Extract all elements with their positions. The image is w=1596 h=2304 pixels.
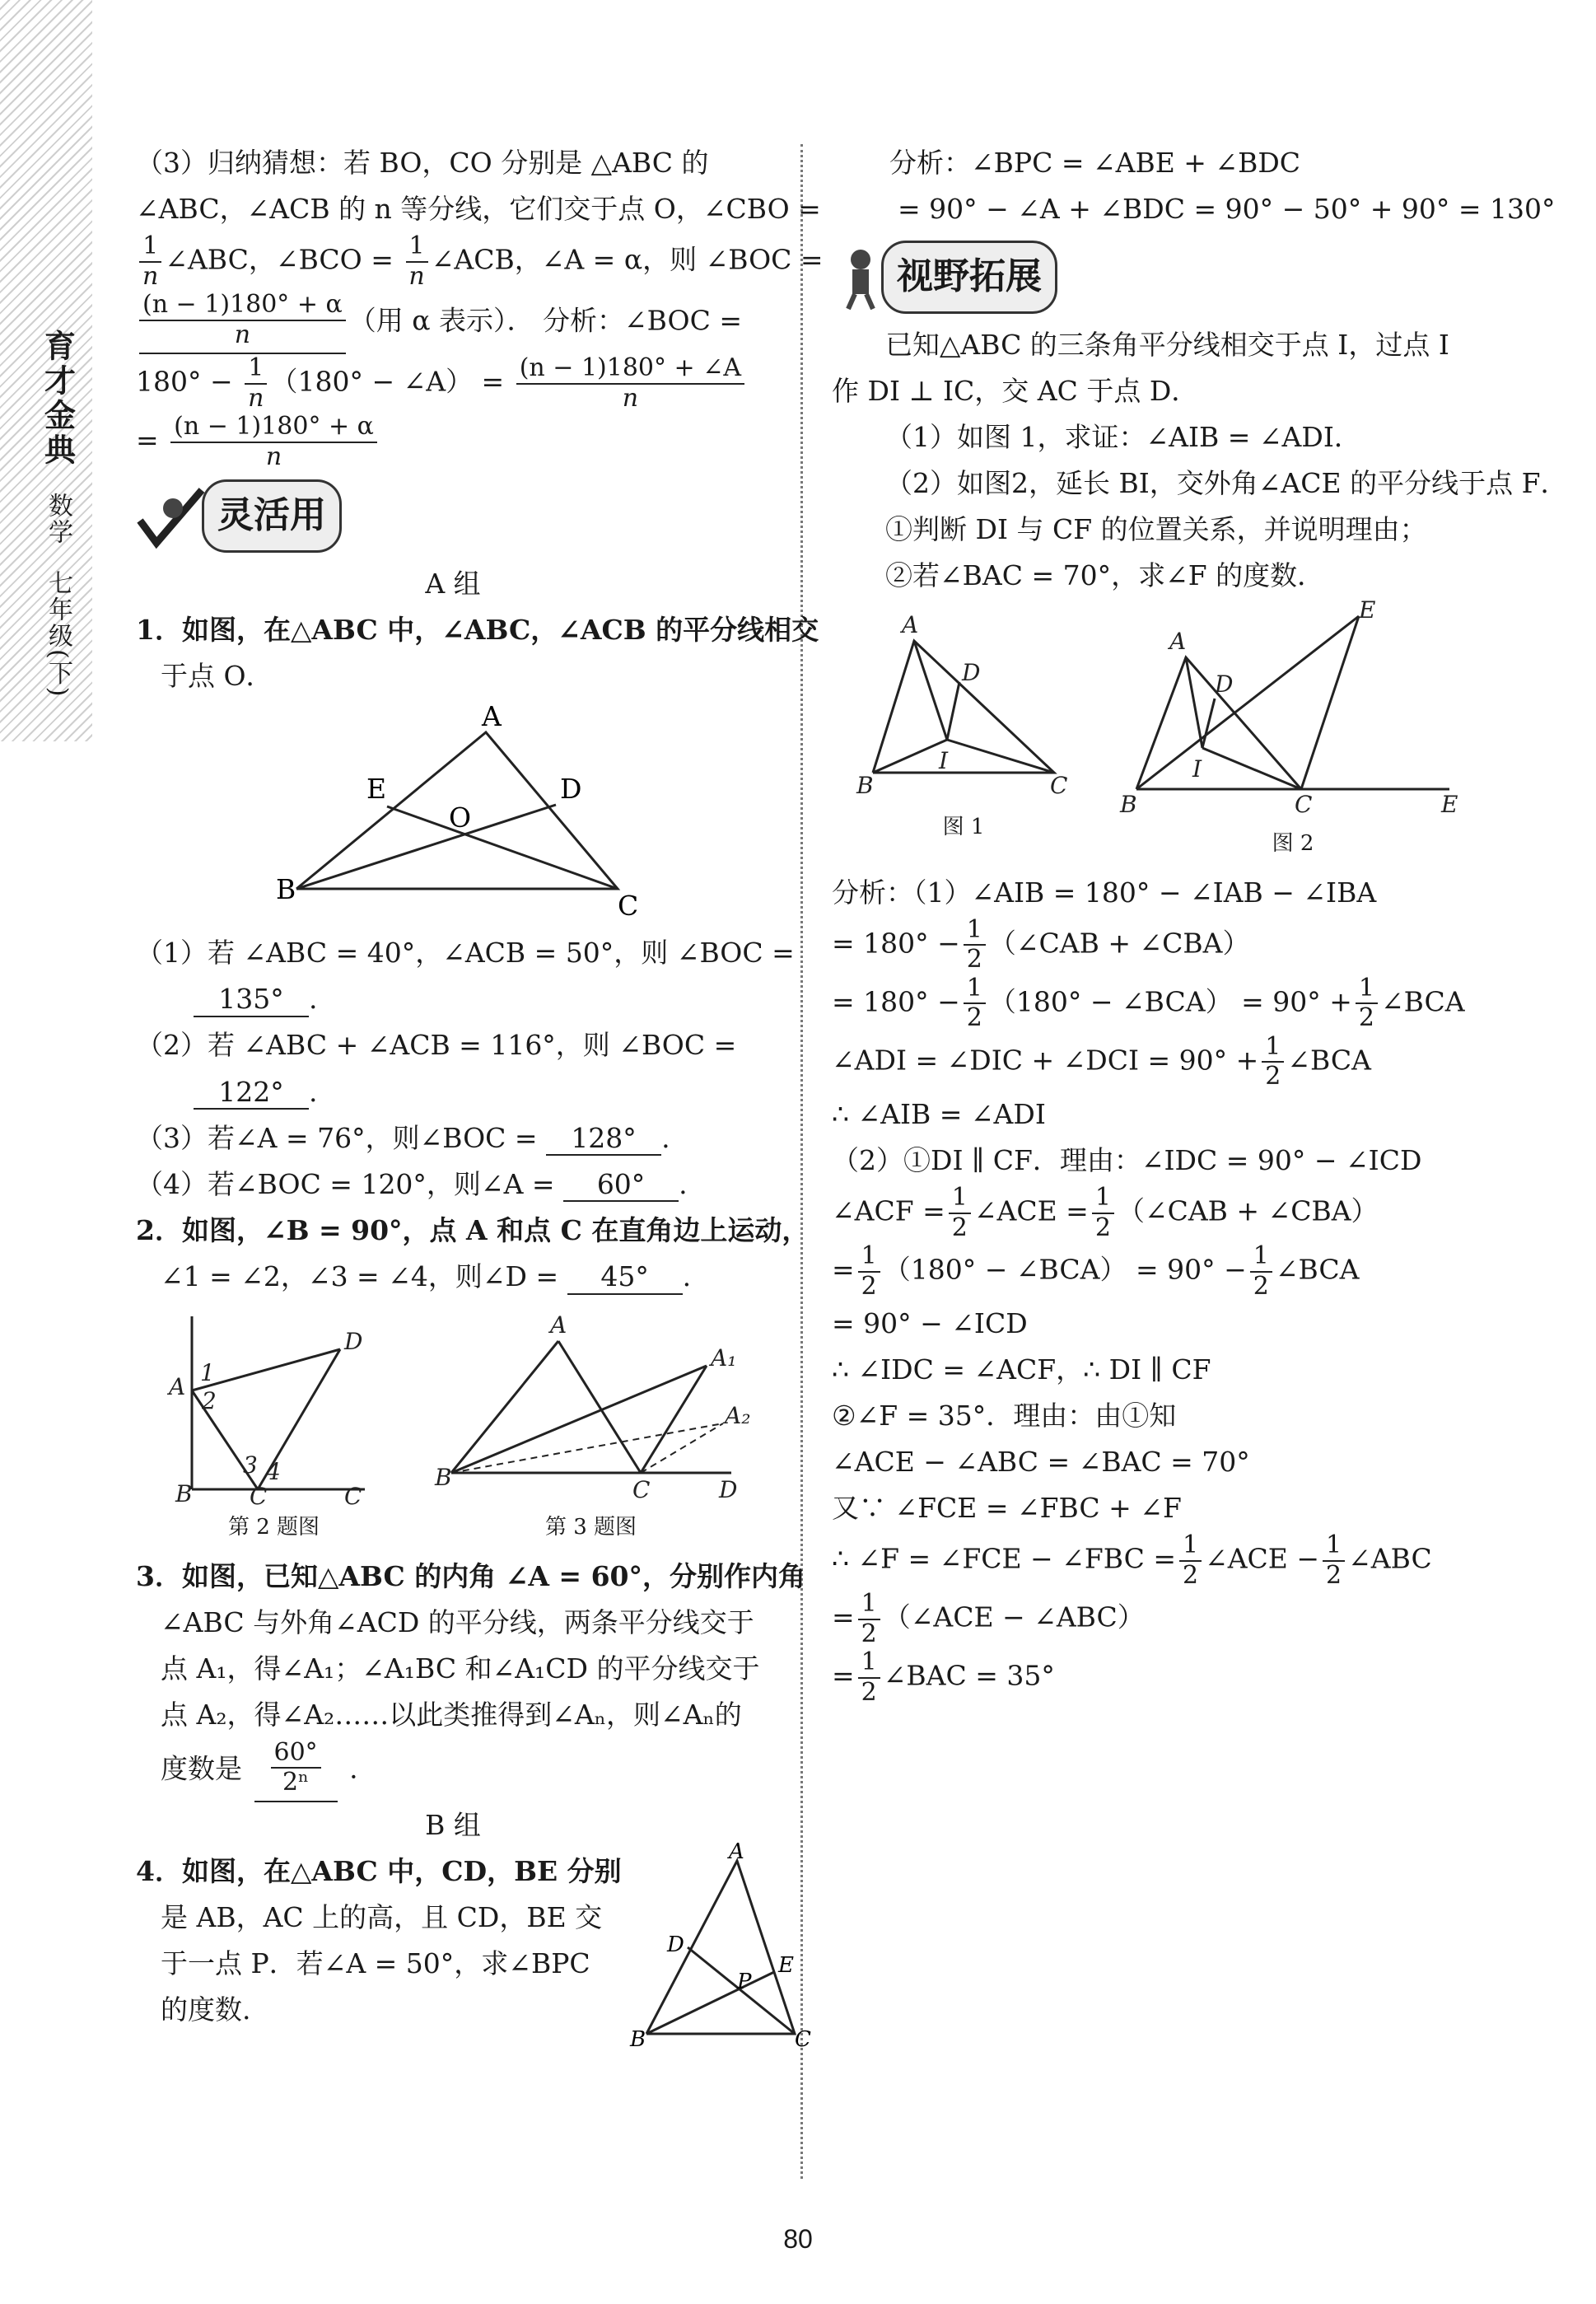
question-text: 点 A₂，得∠A₂……以此类推得到∠Aₙ，则∠Aₙ的 [161,1699,742,1732]
fraction: $\frac{1}{n}$ [139,232,161,291]
svg-text:I: I [939,746,949,774]
solution-line: ∠ACF = $\frac{1}{2}$ ∠ACE = $\frac{1}{2}$ （∠CAB + ∠CBA） [832,1183,1379,1242]
section-heading-flexible-use [136,479,770,553]
section-heading-text: 灵活用 [202,479,342,553]
svg-text:A: A [549,1311,567,1339]
solution-line: = 90° − ∠ICD [832,1307,1028,1340]
text-line: $\frac{1}{n}$ ∠ABC，∠BCO = $\frac{1}{n}$ ∠ACB，∠A = α，则 ∠BOC = [136,232,770,291]
text-line: 已知△ABC 的三条角平分线相交于点 I，过点 I [885,328,1449,361]
question-4-block [136,1839,811,2052]
svg-text:P: P [736,1969,752,1994]
answer-blank: 45° [567,1260,683,1295]
svg-text:E: E [1359,596,1376,624]
question-text: 点 A₁，得∠A₁；∠A₁BC 和∠A₁CD 的平分线交于 [161,1652,760,1685]
sub-question: （4）若∠BOC = 120°，则∠A = 60° . [136,1161,770,1208]
fraction: $\frac{1}{2}$ [858,1648,880,1707]
page-number: 80 [783,2224,813,2254]
altitudes-figure [629,1839,811,2052]
text-line: = 90° − ∠A + ∠BDC = 90° − 50° + 90° = 130° [898,193,1556,226]
incenter-figure-1 [856,608,1071,806]
svg-text:D: D [666,1932,684,1957]
bisector-figure [435,1308,748,1506]
text-line: ∠ABC，∠ACB 的 n 等分线，它们交于点 O，∠CBO = [136,193,821,226]
figure-q2 [159,1308,390,1545]
solution-line: ∴ ∠F = ∠FCE − ∠FBC = $\frac{1}{2}$ ∠ACE − $\frac{1}{2}$ ∠ABC [832,1531,1432,1590]
svg-text:D: D [343,1328,362,1356]
grade-label: 七年级(下) [44,570,72,699]
svg-text:B: B [629,2026,646,2052]
question-text: 4．如图，在△ABC 中，CD，BE 分别 [136,1854,622,1887]
fraction: $\frac{1}{n}$ [245,354,267,413]
svg-text:I: I [1192,755,1202,783]
group-label: A 组 [425,567,481,600]
section-heading-extension [832,241,1491,314]
svg-text:E: E [1441,790,1458,818]
fraction: $\frac{1}{2}$ [964,916,986,974]
svg-text:B: B [175,1480,193,1508]
figure-caption: 第 2 题图 [227,1515,320,1540]
question-text: ∠1 = ∠2，∠3 = ∠4，则∠D = 45° . [136,1254,770,1300]
text-line: ①判断 DI 与 CF 的位置关系，并说明理由； [885,513,1427,546]
svg-text:D: D [718,1476,737,1504]
svg-text:A: A [482,700,502,733]
solution-line: ∠ADI = ∠DIC + ∠DCI = 90° + $\frac{1}{2}$ ∠BCA [832,1031,1371,1091]
fraction: $\frac{1}{n}$ [405,232,427,291]
answer-line: 135° . [136,976,770,1022]
svg-text:C: C [343,1483,362,1511]
question-text: 是 AB，AC 上的高，且 CD，BE 交 [161,1900,603,1933]
text-line: ②若∠BAC = 70°，求∠F 的度数． [885,559,1325,592]
solution-line: ∴ ∠AIB = ∠ADI [832,1097,1046,1130]
figure-q1 [136,700,770,923]
svg-text:B: B [856,771,874,799]
svg-text:A₂: A₂ [724,1402,750,1430]
fraction: $\frac{1}{2}$ [858,1242,880,1301]
svg-text:C: C [632,1476,650,1504]
question-text: 3．如图，已知△ABC 的内角 ∠A = 60°，分别作内角 [136,1560,805,1593]
svg-text:D: D [1215,670,1234,698]
solution-line: = $\frac{1}{2}$ （∠ACE − ∠ABC） [832,1589,1145,1648]
group-label: B 组 [425,1808,481,1841]
solution-line: ②∠F = 35°．理由：由①知 [832,1400,1177,1432]
question-text: 度数是 $\frac{60^\circ}{\text{2ⁿ}}$ . [136,1739,770,1802]
fraction: $\frac{1}{2}$ [1262,1033,1284,1091]
svg-text:B: B [434,1464,452,1492]
question-text: 1．如图，在△ABC 中，∠ABC，∠ACB 的平分线相交 [136,614,819,647]
fraction: $\frac{(n - 1)180^\circ + \alpha}{n}$ [170,413,377,471]
svg-text:D: D [962,658,981,686]
answer-blank: 135° [194,983,309,1017]
solution-line: = $\frac{1}{2}$ ∠BAC = 35° [832,1647,1055,1707]
svg-text:A: A [728,1839,744,1864]
svg-text:1: 1 [199,1359,215,1387]
solution-line: （2）①DI ∥ CF．理由：∠IDC = 90° − ∠ICD [832,1143,1422,1176]
figure-1 [856,608,1071,845]
answer-blank: 122° [194,1076,309,1110]
text-line: 分析：∠BPC = ∠ABE + ∠BDC [889,147,1301,179]
sub-question: （3）若∠A = 76°，则∠BOC = 128° . [136,1115,770,1161]
right-angle-figure [159,1308,390,1511]
sub-question: （1）若 ∠ABC = 40°，∠ACB = 50°，则 ∠BOC = [136,937,795,970]
svg-text:C: C [618,890,639,923]
svg-text:C: C [249,1483,267,1511]
figure-row-1-2 [832,596,1491,862]
svg-text:B: B [1120,790,1137,818]
text-line: （2）如图2，延长 BI，交外角∠ACE 的平分线于点 F． [885,467,1568,500]
text-line: 作 DI ⊥ IC，交 AC 于点 D． [832,375,1199,408]
question-text: 的度数. [161,1993,251,2026]
answer-fraction: $\frac{60^\circ}{\text{2ⁿ}}$ [254,1739,338,1802]
fraction: $\frac{(n - 1)180^\circ + \angle A}{n}$ [516,354,744,413]
svg-text:E: E [366,773,387,806]
svg-text:A: A [168,1373,185,1401]
brand-title: 育才金典 [39,329,77,468]
text-line: （3）归纳猜想：若 BO，CO 分别是 △ABC 的 [136,147,709,179]
solution-line: = 180° − $\frac{1}{2}$ （180° − ∠BCA） = 90° + $\frac{1}{2}$ ∠BCA [832,973,1465,1033]
sub-question: （2）若 ∠ABC + ∠ACB = 116°，则 ∠BOC = [136,1029,737,1062]
svg-text:4: 4 [265,1458,281,1486]
figure-2 [1120,596,1466,862]
answer-blank: 128° [546,1122,661,1157]
svg-text:A: A [1169,627,1187,655]
side-banner [33,329,82,698]
text-line: 180° − $\frac{1}{n}$ （180° − ∠A） = $\frac{(n - 1)180^\circ + \angle A}{n}$ [136,354,770,413]
figure-caption: 图 2 [1272,830,1314,856]
svg-text:C: C [794,2026,811,2052]
answer-fraction: $\frac{(n - 1)180^\circ + \alpha}{n}$ [139,291,346,354]
text-line: $\frac{(n - 1)180^\circ + \alpha}{n}$ （用 α 表示）． 分析：∠BOC = [136,291,770,354]
svg-text:A: A [902,610,919,638]
right-column [832,140,1568,1707]
text-line: = $\frac{(n - 1)180^\circ + \alpha}{n}$ [136,413,770,471]
fraction: $\frac{1}{2}$ [1356,974,1378,1033]
fraction: $\frac{1}{2}$ [949,1184,971,1242]
answer-line: 122° . [136,1069,770,1115]
answer-blank: 60° [563,1168,679,1203]
subject-label: 数学 [44,493,72,545]
figure-q3 [435,1308,748,1545]
solution-line: ∴ ∠IDC = ∠ACF，∴ DI ∥ CF [832,1353,1211,1386]
question-text: 2．如图，∠B = 90°，点 A 和点 C 在直角边上运动， [136,1213,810,1246]
svg-text:A₁: A₁ [710,1344,736,1372]
fraction: $\frac{1}{2}$ [1179,1531,1202,1590]
mascot-icon [136,484,210,549]
figure-caption: 第 3 题图 [544,1515,637,1540]
triangle-figure [272,700,639,923]
svg-text:C: C [1295,790,1313,818]
solution-line: = 180° − $\frac{1}{2}$ （∠CAB + ∠CBA） [832,914,1250,974]
left-column [136,140,824,2052]
fraction: $\frac{1}{2}$ [1092,1184,1114,1242]
svg-text:C: C [1050,771,1068,799]
fraction: $\frac{1}{2}$ [858,1590,880,1648]
text-line: （1）如图 1，求证：∠AIB = ∠ADI． [885,421,1361,454]
fraction: $\frac{1}{2}$ [964,974,986,1033]
question-text: ∠ABC 与外角∠ACD 的平分线，两条平分线交于 [161,1606,754,1639]
svg-text:D: D [560,773,582,806]
svg-text:E: E [777,1952,794,1978]
question-text: 于一点 P．若∠A = 50°，求∠BPC [161,1946,590,1979]
svg-text:O: O [449,801,472,834]
svg-text:B: B [276,873,296,906]
solution-line: = $\frac{1}{2}$ （180° − ∠BCA） = 90° − $\frac{1}{2}$ ∠BCA [832,1241,1360,1301]
fraction: $\frac{1}{2}$ [1323,1531,1345,1590]
solution-line: 分析：（1）∠AIB = 180° − ∠IAB − ∠IBA [832,876,1377,909]
figure-row-q2-q3 [136,1308,770,1545]
section-heading-text: 视野拓展 [881,241,1057,314]
svg-text:3: 3 [242,1451,258,1479]
fraction: $\frac{1}{2}$ [1250,1242,1272,1301]
incenter-figure-2 [1120,596,1466,822]
figure-caption: 图 1 [942,814,985,839]
question-text: 于点 O． [161,660,273,693]
svg-text:2: 2 [201,1387,217,1415]
solution-line: 又∵ ∠FCE = ∠FBC + ∠F [832,1492,1182,1525]
solution-line: ∠ACE − ∠ABC = ∠BAC = 70° [832,1446,1250,1479]
